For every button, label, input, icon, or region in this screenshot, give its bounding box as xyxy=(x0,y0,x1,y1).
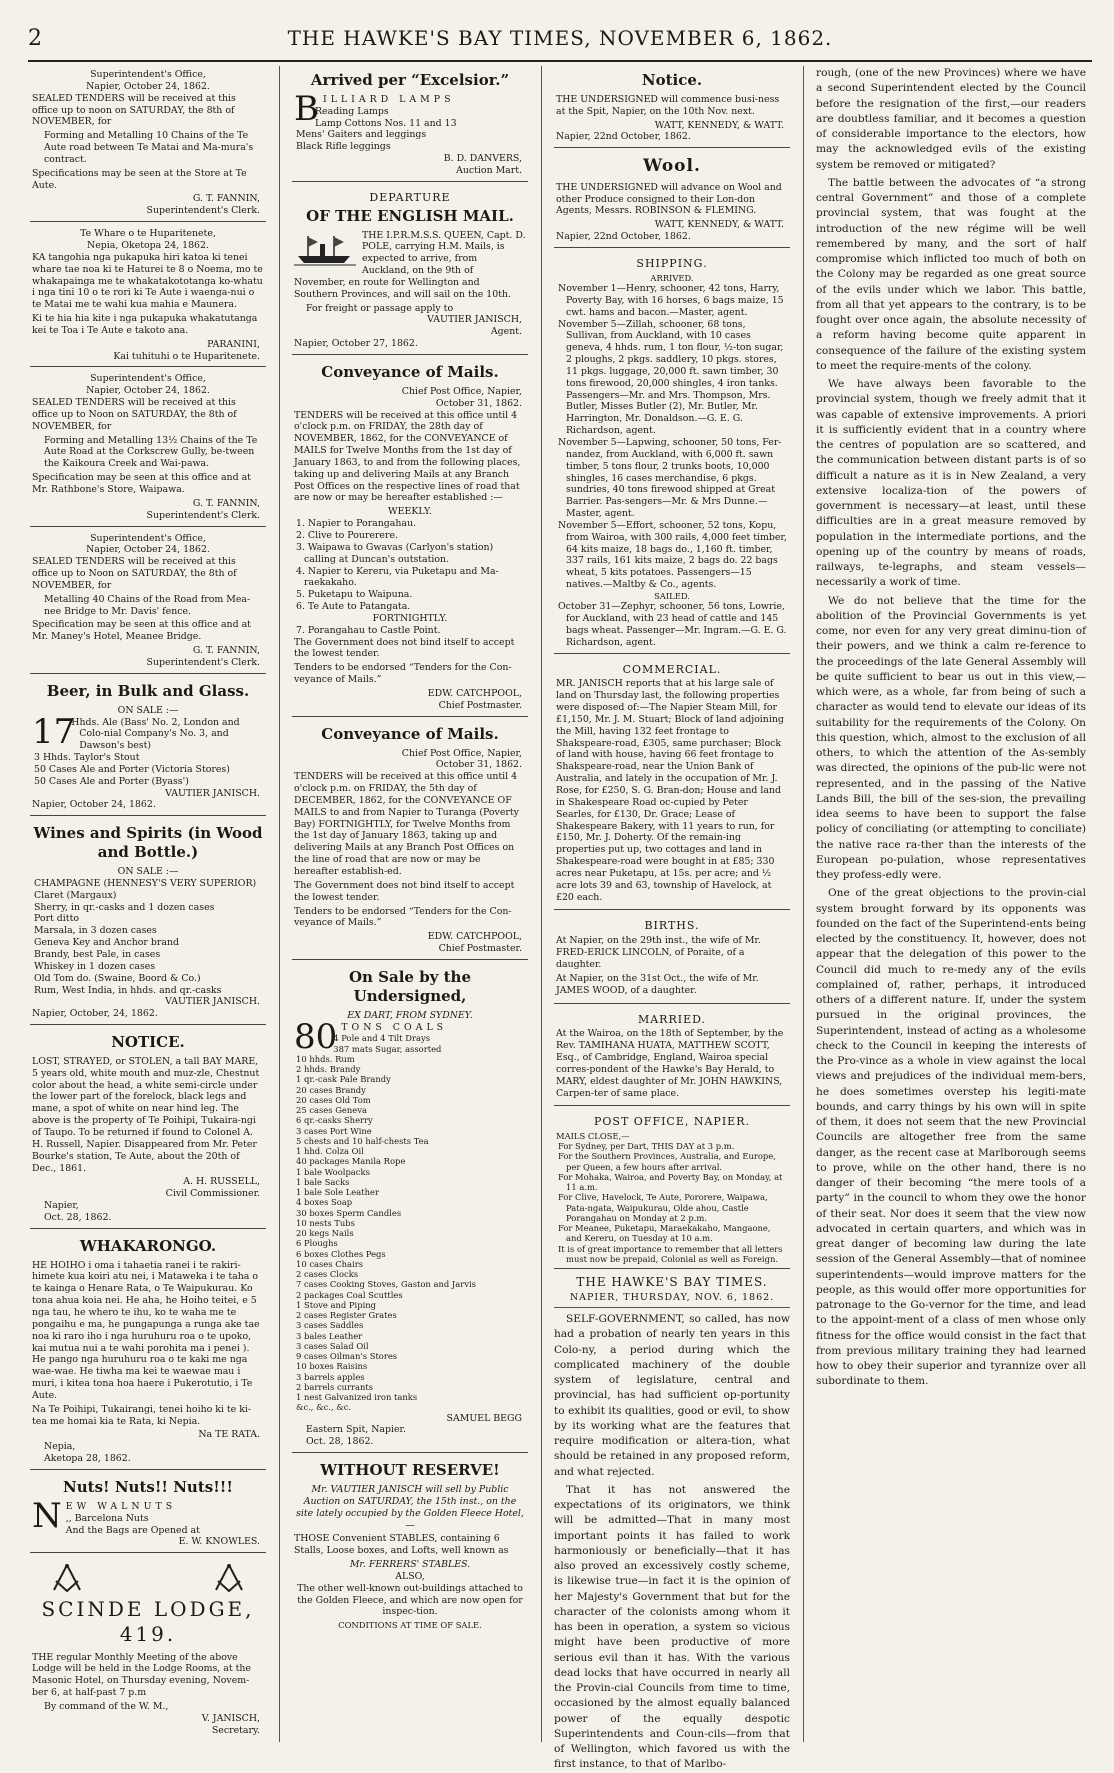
header-rule xyxy=(28,60,1092,62)
editorial-paragraph: That it has not answered the expectations of its originators, we think will be admitted—That in many most important points it has failed to work harmoniously or beneficially—that it has also proved an excessively costly scheme, is likewise true—in fact it is the opinion of her Majesty's Government that but for the character of the colonists among whom it has been in operation, a system so vicious might have been productive of more serious evil than it has. With the various dead locks that have occurred in nearly all the Provin-cial Councils from time to time, occasioned by the almost equally balanced power of the equally despotic Superintendents and Coun-cils—from that of Wellington, which favored us with the first instance, to that of Marlbo- xyxy=(554,1483,790,1771)
ad-body: THOSE Convenient STABLES, containing 6 Stalls, Loose boxes, and Lofts, well known as xyxy=(294,1533,509,1557)
square-compass-icon xyxy=(212,1563,246,1593)
list-item: 2 cases Register Grates xyxy=(296,1310,397,1321)
place-line: Napier, xyxy=(44,1200,79,1212)
place-line: Nepia, xyxy=(44,1441,76,1453)
births-section xyxy=(554,913,790,1003)
list-item: 7. Porangahau to Castle Point. xyxy=(296,624,441,636)
ad-body: The other well-known out-buildings attached to the Golden Fleece, and which are now open for inspec-tion. xyxy=(297,1582,523,1618)
ad-note: The Government does not bind itself to accept the lowest tender. xyxy=(294,879,515,903)
ad-item: Forming and Metalling 13½ Chains of the Te Aute Road at the Corkscrew Gully, be-tween the Kaikoura Creek and Wai-pawa. xyxy=(44,434,258,470)
excelsior-ad xyxy=(292,66,528,182)
list-item: Claret (Margaux) xyxy=(34,889,117,901)
editorial-paragraph: The battle between the advocates of “a strong central Government” and those of a complete provincial system, that was fought at the introduction of the new régime will be well remembered by many, and the sort of half compromise which inflicted too much of both on the Colony may be regarded as one great source of the evils under which we labor. This battle, from all that yet appears to the contrary, is to be fought over once again, the absolute necessity of a reform having become quite apparent in consequence of the failure of the existing system to meet the require-ments of the colony. xyxy=(816,176,1086,372)
tender-ad-corkscrew xyxy=(30,370,266,526)
ad-title: WHAKARONGO. xyxy=(79,1236,217,1255)
office-line: Superintendent's Office, xyxy=(90,373,206,385)
dateline: Napier, October, 24, 1862. xyxy=(32,1008,158,1020)
list-item: Port ditto xyxy=(34,913,79,925)
dateline: NAPIER, THURSDAY, NOV. 6, 1862. xyxy=(554,1292,790,1308)
ad-title: Conveyance of Mails. xyxy=(321,724,499,743)
editorial-text xyxy=(554,1312,790,1773)
list-item: Lamp Cottons Nos. 11 and 13 xyxy=(315,117,457,129)
list-item: Marsala, in 3 dozen cases xyxy=(34,925,157,937)
signature: G. T. FANNIN, xyxy=(192,497,260,509)
list-item: Geneva Key and Anchor brand xyxy=(34,937,179,949)
signature: E. W. KNOWLES. xyxy=(178,1536,260,1548)
section-label: ARRIVED. xyxy=(650,272,694,283)
ad-line: For freight or passage apply to xyxy=(306,302,454,314)
ad-body: LOST, STRAYED, or STOLEN, a tall BAY MARE, 5 years old, white mouth and muz-zle, Chestnut color about the head, a white semi-circle under the lower part of the forelock, black legs and mane, a spot of white on near hind leg. The above is the property of Te Poihipi, Tukaira-ngi of Taupo. To be returned if found to Colonel A. H. Russell, Napier. Disappeared from Mr. Peter Bourke's station, Te Aute, about the 20th of Dec., 1861. xyxy=(32,1055,260,1174)
ad-body: THE regular Monthly Meeting of the above Lodge will be held in the Lodge Rooms, at the Masonic Hotel, on Thursday evening, Novem-ber 6, at half-past 7 p.m xyxy=(32,1651,251,1699)
section-label: FORTNIGHTLY. xyxy=(372,612,448,624)
section-title: BIRTHS. xyxy=(644,919,700,933)
dateline: Napier, October 27, 1862. xyxy=(294,338,418,350)
list-item: 10 hhds. Rum xyxy=(296,1053,355,1064)
column-2 xyxy=(292,66,528,1742)
signature: VAUTIER JANISCH, xyxy=(427,314,522,326)
sale-item-list xyxy=(294,1033,526,1412)
ad-lead: TONS COALS xyxy=(341,1021,448,1033)
signature: WATT, KENNEDY, & WATT. xyxy=(654,119,784,131)
signature-role: Auction Mart. xyxy=(456,164,522,176)
ad-body: Ki te hia hia kite i nga pukapuka whakatutanga kei te Toa i Te Aute e takoto ana. xyxy=(32,313,258,336)
column-divider xyxy=(541,66,542,1742)
signature: WATT, KENNEDY, & WATT. xyxy=(654,219,784,231)
list-item: 20 kegs Nails xyxy=(296,1228,354,1239)
list-item: 1 bale Sacks xyxy=(296,1176,350,1187)
ad-title: Notice. xyxy=(641,71,703,89)
list-item: 3 bales Leather xyxy=(296,1330,363,1341)
ad-title: Wines and Spirits (in Wood and Bottle.) xyxy=(33,824,263,862)
signature: PARANINI, xyxy=(207,338,260,350)
dateline: Napier, October 24, 1862. xyxy=(86,80,210,92)
office-line: Chief Post Office, Napier, xyxy=(401,385,522,397)
column-4 xyxy=(816,66,1086,1742)
list-item: 1 Stove and Piping xyxy=(296,1299,377,1310)
page-number: 2 xyxy=(28,26,42,51)
ad-title: Wool. xyxy=(643,156,701,177)
list-item: 3 barrels apples xyxy=(296,1371,365,1382)
list-item: Sherry, in qr.-casks and 1 dozen cases xyxy=(34,901,215,913)
list-item: November 5—Effort, schooner, 52 tons, Kopu, from Wairoa, with 300 rails, 4,000 feet timber, 64 kits maize, 18 bags do., 1,160 ft. timber, 337 rails, 161 kits maize, 2 bags do. 22 bags wheat, 5 kits potatoes. Passengers—15 natives.—Maltby & Co., agents. xyxy=(558,519,787,591)
ad-body: TENDERS will be received at this office until 4 o'clock p.m. on FRIDAY, the 28th day of NOVEMBER, 1862, for the CONVEYANCE of MAILS for Twelve Months from the 1st day of January 1863, to and from the following places, taking up and delivering Mails at any Branch Post Offices on the respective lines of road that are now or may be hereafter established :— xyxy=(294,409,521,504)
column-divider xyxy=(279,66,280,1742)
ad-line: Mr. FERRERS' STABLES. xyxy=(349,1559,471,1571)
ad-spec: Specification may be seen at this office and at Mr. Rathbone's Store, Waipawa. xyxy=(32,472,251,495)
big-number: 17 xyxy=(32,711,76,752)
ad-body: SEALED TENDERS will be received at this office up to Noon on SATURDAY, the 8th of NOVEMBER, for xyxy=(32,397,237,432)
ad-spec: Specifications may be seen at the Store at Te Aute. xyxy=(32,167,247,191)
ad-line: By command of the W. M., xyxy=(44,1701,169,1712)
signature-role: Civil Commissioner. xyxy=(165,1188,260,1200)
beer-ad xyxy=(30,677,266,816)
list-item: For Meanee, Puketapu, Maraekakaho, Mangaone, and Kereru, on Tuesday at 10 a.m. xyxy=(558,1223,771,1244)
ad-body: SEALED TENDERS will be received at this office up to noon on SATURDAY, the 8th of NOVEMBER, for xyxy=(32,92,236,128)
list-item: 1 bale Woolpacks xyxy=(296,1166,370,1177)
masonic-emblems xyxy=(50,1563,246,1593)
ad-title: Nuts! Nuts!! Nuts!!! xyxy=(63,1477,233,1496)
steamship-icon xyxy=(294,232,356,266)
ad-subtitle: EX DART, FROM SYDNEY. xyxy=(347,1009,473,1021)
list-item: 3 cases Saddles xyxy=(296,1320,364,1331)
list-item: For the Southern Provinces, Australia, and Europe, per Queen, a few hours after arrival. xyxy=(558,1151,776,1172)
ad-body: THE UNDERSIGNED will advance on Wool and other Produce consigned to their Lon-don Agents, Messrs. ROBINSON & FLEMING. xyxy=(556,181,782,217)
ad-body: TENDERS will be received at this office until 4 o'clock p.m. on FRIDAY, the 5th day of DECEMBER, 1862, for the CONVEYANCE OF MAILS to and from Napier to Turanga (Poverty Bay) FORTNIGHTLY, for Twelve Months from the 1st day of January 1863, taking up and delivering Mails at any Branch Post Offices on the line of road that are now or may be hereafter establish-ed. xyxy=(294,771,519,877)
dateline: October 31, 1862. xyxy=(435,759,522,771)
list-item: 2 barrels currants xyxy=(296,1381,374,1392)
list-item: At Napier, on the 31st Oct., the wife of Mr. JAMES WOOD, of a daughter. xyxy=(556,972,759,996)
married-section xyxy=(554,1007,790,1107)
signature-role: Chief Postmaster. xyxy=(438,699,522,711)
dateline: Napier, October 24, 1862. xyxy=(86,544,210,556)
paper-title: THE HAWKE'S BAY TIMES. xyxy=(576,1275,768,1290)
list-item: 4 Pole and 4 Tilt Drays xyxy=(333,1033,431,1044)
section-body: MR. JANISCH reports that at his large sale of land on Thursday last, the following properties were disposed of:—The Napier Steam Mill, for £1,150, Mr. J. M. Stuart; Block of land adjoining the Mill, having 132 feet frontage to Shakspeare-road, £305, same purchaser; Block of land with house, having 66 feet frontage to Shakspeare-road, near the Union Bank of Australia, and lately in the occupation of Mr. J. Rose, for £250, S. G. Bran-don; House and land in Shakespeare Road oc-cupied by Peter Searles, for £130, Dr. Grace; Lease of Shakespeare Bakery, with 11 years to run, for £150, Mr. J. Doherty. Of the remain-ing properties put up, two cottages and land in Shakespeare-road were bought in at £85; 330 acres near Puketapu, at 15s. per acre; and ½ acre lots 39 and 63, township of Havelock, at £20 each. xyxy=(556,678,784,903)
list-item: 3 cases Port Wine xyxy=(296,1125,372,1136)
signature-role: Chief Postmaster. xyxy=(438,943,522,955)
whakarongo-notice xyxy=(30,1232,266,1470)
list-item: Hhds. Ale (Bass' No. 2, London and Colo-nial Company's No. 3, and Dawson's best) xyxy=(71,716,240,752)
ad-body: Na Te Poihipi, Tukairangi, tenei hoiho ki te ki-tea me homai kia te Rata, ki Nepia. xyxy=(32,1403,252,1427)
list-item: 1 bale Sole Leather xyxy=(296,1187,379,1198)
list-item: 3 cases Salad Oil xyxy=(296,1340,369,1351)
signature-role: Superintendent's Clerk. xyxy=(146,205,260,217)
ad-title: Beer, in Bulk and Glass. xyxy=(46,681,250,700)
signature-role: Superintendent's Clerk. xyxy=(146,509,260,521)
dateline: Oct. 28, 1862. xyxy=(44,1211,112,1223)
post-office-section xyxy=(554,1109,790,1269)
list-item: It is of great importance to remember that all letters must now be prepaid, Colonial as well as Foreign. xyxy=(558,1243,783,1264)
list-item: 1. Napier to Porangahau. xyxy=(296,518,417,530)
list-item: 5 chests and 10 half-chests Tea xyxy=(296,1135,429,1146)
signature-role: Secretary. xyxy=(211,1724,260,1736)
list-item: 5. Puketapu to Waipuna. xyxy=(296,589,413,601)
maori-tender-notice xyxy=(30,225,266,367)
list-item: 10 cases Chairs xyxy=(296,1258,363,1269)
list-item: For Sydney, per Dart, THIS DAY at 3 p.m. xyxy=(558,1141,735,1152)
signature: VAUTIER JANISCH. xyxy=(165,787,260,799)
list-item: November 5—Zillah, schooner, 68 tons, Sullivan, from Auckland, with 10 cases geneva, 4 hhds. rum, 1 ton flour, ½-ton sugar, 2 ploughs, 2 pkgs. saddlery, 10 pkgs. stores, 11 pkgs. luggage, 20,000 ft. sawn timber, 30 tons firewood, 20,000 shingles, 4 iron tanks. Passengers—Mr. and Mrs. Thompson, Mrs. Butler, Misses Butler (2), Mr. Butler, Mr. Harrington, Mr. Donaldson.—G. E. G. Richardson, agent. xyxy=(558,318,784,437)
dateline: Napier, October 24, 1862. xyxy=(86,385,210,397)
ad-title: WITHOUT RESERVE! xyxy=(320,1461,500,1480)
editorial-paragraph: rough, (one of the new Provinces) where we have a second Superintendent elected by the Council before the resignation of the first,—our readers are doubtless familiar, and it becomes a question of considerable importance to the electors, how may the acknowledged evils of the existing system be removed or mitigated? xyxy=(816,67,1086,171)
coals-sale-ad xyxy=(292,963,528,1453)
nuts-ad xyxy=(30,1473,266,1553)
ad-intro: Mr. VAUTIER JANISCH will sell by Public Auction on SATURDAY, the 15th inst., on the site lately occupied by the Golden Fleece Hotel,— xyxy=(296,1484,524,1531)
ad-item: Metalling 40 Chains of the Road from Mea-nee Bridge to Mr. Davis' fence. xyxy=(44,593,251,617)
ad-line: And the Bags are Opened at xyxy=(65,1524,200,1536)
signature: EDW. CATCHPOOL, xyxy=(427,931,522,943)
signature: Na TE RATA. xyxy=(198,1429,260,1441)
place-line: Eastern Spit, Napier. xyxy=(306,1424,406,1436)
list-item: For Mohaka, Wairoa, and Poverty Bay, on Monday, at 11 a.m. xyxy=(558,1171,783,1193)
lost-mare-notice xyxy=(30,1028,266,1229)
dateline: October 31, 1862. xyxy=(435,397,522,409)
list-item: 2 cases Clocks xyxy=(296,1269,359,1280)
dateline: Napier, October 24, 1862. xyxy=(32,799,156,811)
ad-line: CONDITIONS AT TIME OF SALE. xyxy=(338,1620,482,1631)
list-item: 2. Clive to Pourerere. xyxy=(296,530,398,541)
signature: EDW. CATCHPOOL, xyxy=(427,687,522,699)
section-title: COMMERCIAL. xyxy=(622,662,722,676)
lodge-notice xyxy=(30,1556,266,1740)
list-item: 4 boxes Soap xyxy=(296,1197,353,1208)
list-item: November 5—Lapwing, schooner, 50 tons, Fer-nandez, from Auckland, with 6,000 ft. sawn timber, 5 tons flour, 2 trunks boots, 10,000 shingles, 16 cases merchandise, 6 pkgs. sundries, 40 tons firewood shipped at Great Barrier. Pas-sengers—Mr. & Mrs Dunne.—Master, agent. xyxy=(558,436,782,520)
dropcap-letter: B xyxy=(294,88,319,129)
ad-title: On Sale by the Undersigned, xyxy=(348,967,471,1005)
editorial-paragraph: We have always been favorable to the provincial system, though we freely admit that it was capable of extensive improvements. A priori it is sufficiently evident that in a country where the centres of population are so scattered, and the communication between distant parts is of so difficult a nature as it is in New Zealand, a very extensive localiza-tion of the powers of government is necessary—at least, until these difficulties are in a great measure removed by population in the intermediate portions, and the opening up of the country by means of roads, railways, te-legraphs, and steam vessels—necessarily a work of time. xyxy=(816,378,1086,589)
ad-spec: Specification may be seen at this office and at Mr. Maney's Hotel, Meanee Bridge. xyxy=(32,619,251,643)
business-notice xyxy=(554,66,790,148)
editorial-paragraph: One of the great objections to the provin-cial system brought forward by its opponents was founded on the fact of the Superintend-ents being elected by the constituency. It, however, does not appear that the delegation of this power to the Council did much to re-medy any of the evils complained of, rather, perhaps, it introduced others of a different nature. If, under the system pursued in the original provinces, the Superintendent, instead of acting as a wholesome check to the Council in keeping the interests of the Pro-vince as a whole in view against the local views and prejudices of the individual mem-bers, he does sometimes overstep his legiti-mate bounds, and carry things by his own will in spite of them, it does not seem that the new Provincial Councils are altogether free from the same danger, as the recent case at Marlborough seems to prove, while on the other hand, there is no danger of their becoming “the mere tools of a party” in the council to whom they owe the honor of their seat. Nor does it seem that the view now advocated in certain quarters, and which was in great danger of becoming law during the late session of the General Assembly—that of nominee superintendents—would improve matters for the people, as this would offer more opportunities for patronage to the Go-vernor for the time, and lead to the appoint-ment of a class of men whose only fitness for the office would consist in the fact that from previous military training they had learned how to obey their superior and tyrannize over all subordinate to them. xyxy=(816,887,1086,1388)
ad-kicker: DEPARTURE xyxy=(369,190,451,204)
editorial-paragraph: SELF-GOVERNMENT, so called, has now had a probation of nearly ten years in this Colo-ny, a period during which the complicated machinery of the double system of legislature, central and provincial, has had sufficient op-portunity to exhibit its qualities, good or evil, to show by its working what are the features that require modification or altera-tion, what should be retained in any proposed reform, and what rejected. xyxy=(554,1313,790,1478)
ad-lead: ILLIARD LAMPS xyxy=(323,93,455,105)
ad-body: THE UNDERSIGNED will commence busi-ness at the Spit, Napier, on the 10th Nov. next. xyxy=(556,93,780,117)
list-item: 4. Napier to Kereru, via Puketapu and Ma-raekakaho. xyxy=(296,565,499,589)
ad-line: ALSO, xyxy=(395,1570,425,1582)
section-body: At the Wairoa, on the 18th of September, by the Rev. TAMIHANA HUATA, MATTHEW SCOTT, Esq., of Cambridge, England, Wairoa special corres-pondent of the Hawke's Bay Herald, to MARY, eldest daughter of Mr. JOHN HAWKINS, Carpen-ter of same place. xyxy=(556,1028,784,1099)
list-item: 6 boxes Clothes Pegs xyxy=(296,1248,386,1259)
list-item: Whiskey in 1 dozen cases xyxy=(34,960,156,972)
section-title: POST OFFICE, NAPIER. xyxy=(594,1115,750,1129)
list-item: 6 Ploughs xyxy=(296,1238,338,1249)
ad-body: EW WALNUTS xyxy=(65,1500,177,1512)
signature: G. T. FANNIN, xyxy=(192,645,260,657)
tender-ad-te-matai xyxy=(30,66,266,222)
list-item: Mens' Gaiters and leggings xyxy=(296,129,427,141)
shipping-section xyxy=(554,251,790,654)
office-line: Te Whare o te Huparitenete, xyxy=(80,228,216,240)
list-item: 10 boxes Raisins xyxy=(296,1361,368,1372)
on-sale-label: ON SALE :— xyxy=(117,704,179,716)
mails-tender-1 xyxy=(292,358,528,717)
section-title: SHIPPING. xyxy=(636,256,708,270)
dateline: Nepia, Oketopa 24, 1862. xyxy=(87,239,209,251)
ad-note: Tenders to be endorsed “Tenders for the Con-veyance of Mails.” xyxy=(294,662,512,686)
list-item: Black Rifle leggings xyxy=(296,141,391,153)
signature: A. H. RUSSELL, xyxy=(183,1176,260,1188)
editorial-continued xyxy=(816,66,1086,1390)
on-sale-label: ON SALE :— xyxy=(117,866,179,878)
ad-title: NOTICE. xyxy=(111,1033,185,1052)
signature: V. JANISCH, xyxy=(201,1712,260,1724)
list-item: 387 mats Sugar, assorted xyxy=(333,1043,442,1054)
list-item: 1 hhd. Colza Oil xyxy=(296,1146,364,1157)
list-item: 2 hhds. Brandy xyxy=(296,1064,361,1075)
list-item: 1 qr.-cask Pale Brandy xyxy=(296,1074,391,1085)
section-label: WEEKLY. xyxy=(388,506,432,518)
list-item: November 1—Henry, schooner, 42 tons, Harry, Poverty Bay, with 16 horses, 6 bags maize, 15 cwt. hams and bacon.—Master, agent. xyxy=(558,283,784,318)
list-item: 40 packages Manila Rope xyxy=(296,1156,406,1167)
dateline: Aketopa 28, 1862. xyxy=(44,1453,131,1465)
ad-body: THE I.P.R.M.S.S. QUEEN, Capt. D. POLE, carrying H.M. Mails, is expected to arrive, from Auckland, on the 9th of November, en route for Wellington and Southern Provinces, and will sail on the 10th. xyxy=(294,229,526,300)
list-item: October 31—Zephyr, schooner, 56 tons, Lowrie, for Auckland, with 23 head of cattle and 145 bags wheat. Passenger—Mr. Ingram.—G. E. G. Richardson, agent. xyxy=(558,601,787,648)
column-1 xyxy=(30,66,266,1742)
list-item: 30 boxes Sperm Candles xyxy=(296,1207,402,1218)
without-reserve-ad xyxy=(292,1456,528,1634)
list-item: 7 cases Cooking Stoves, Gaston and Jarvis xyxy=(296,1279,476,1290)
list-item: 25 cases Geneva xyxy=(296,1105,367,1116)
ad-note: Tenders to be endorsed “Tenders for the Con-veyance of Mails.” xyxy=(294,905,512,929)
list-item: For Clive, Havelock, Te Aute, Pororere, Waipawa, Pata-ngata, Waipukurau, Olde ahou, Castle Porangahau on Monday at 2 p.m. xyxy=(558,1192,768,1223)
editorial-header xyxy=(554,1275,790,1308)
signature: B. D. DANVERS, xyxy=(443,153,522,165)
list-item: 2 packages Coal Scuttles xyxy=(296,1289,403,1300)
ad-note: The Government does not bind itself to accept the lowest tender. xyxy=(294,636,515,660)
big-number: 80 xyxy=(294,1016,338,1057)
signature-role: Kai tuhituhi o te Huparitenete. xyxy=(113,350,260,362)
list-item: 20 cases Old Tom xyxy=(296,1094,371,1105)
list-item: CHAMPAGNE (HENNESY'S VERY SUPERIOR) xyxy=(34,877,257,889)
editorial-paragraph: We do not believe that the time for the abolition of the Provincial Governments is yet come, nor even for any very great diminu-tion of their powers, and we think a calm re-ference to the proceedings of the late General Assembly will be quite sufficient to bear us out in this view,—which were, as a whole, far from being of such a character as would tend to elevate our ideas of its suitability for the requirements of the Colony. On this question, which, almost to the exclusion of all others, to which the attention of the As-sembly was directed, the opinions of the pub-lic were not represented, and in the passing of the Native Lands Bill, the bill of the ses-sion, the prevailing idea seems to have been to support the false policy of conciliating (or attempting to conciliate) the native race ra-ther than the interests of the European po-pulation, whose representatives they profess-edly were. xyxy=(816,594,1086,881)
list-item: Old Tom do. (Swaine, Boord & Co.) xyxy=(34,972,201,984)
list-item: &c., &c., &c. xyxy=(296,1402,352,1413)
list-item: 3. Waipawa to Gwavas (Carlyon's station) calling at Duncan's outstation. xyxy=(296,541,494,565)
ad-title: Conveyance of Mails. xyxy=(321,362,499,381)
ad-line: ,, Barcelona Nuts xyxy=(65,1512,149,1524)
column-3 xyxy=(554,66,790,1771)
english-mail-ad xyxy=(292,185,528,355)
signature: SAMUEL BEGG xyxy=(446,1412,522,1424)
ad-title: SCINDE LODGE, 419. xyxy=(41,1597,255,1647)
ad-title: OF THE ENGLISH MAIL. xyxy=(306,206,514,225)
list-item: 3 Hhds. Taylor's Stout xyxy=(34,752,140,764)
list-item: 50 Cases Ale and Porter (Byass') xyxy=(34,775,189,787)
tender-ad-meanee xyxy=(30,530,266,674)
signature-role: Superintendent's Clerk. xyxy=(146,656,260,668)
list-item: 10 nests Tubs xyxy=(296,1217,355,1228)
list-item: Reading Lamps xyxy=(315,105,389,117)
wool-notice xyxy=(554,151,790,248)
list-item: 9 cases Oilman's Stores xyxy=(296,1351,398,1362)
mails-tender-2 xyxy=(292,720,528,960)
square-compass-icon xyxy=(50,1563,84,1593)
masthead-title: THE HAWKE'S BAY TIMES, NOVEMBER 6, 1862. xyxy=(287,26,833,50)
page-header xyxy=(28,22,1092,58)
column-divider xyxy=(803,66,804,1742)
list-item: Rum, West India, in hhds. and qr.-casks xyxy=(34,984,222,996)
section-label: MAILS CLOSE,— xyxy=(556,1130,630,1141)
commercial-section xyxy=(554,657,790,911)
ad-title: Arrived per “Excelsior.” xyxy=(310,71,510,89)
list-item: 20 cases Brandy xyxy=(296,1084,366,1095)
list-item: 6. Te Aute to Patangata. xyxy=(296,601,411,613)
list-item: 6 qr.-casks Sherry xyxy=(296,1115,373,1126)
list-item: At Napier, on the 29th inst., the wife of Mr. FRED-ERICK LINCOLN, of Poraite, of a daughter. xyxy=(556,935,761,970)
office-line: Superintendent's Office, xyxy=(90,69,206,80)
dateline: Napier, 22nd October, 1862. xyxy=(556,231,691,243)
dateline: Napier, 22nd October, 1862. xyxy=(556,131,691,143)
office-line: Chief Post Office, Napier, xyxy=(401,747,522,759)
ad-body: HE HOIHO i oma i tahaetia ranei i te rakiri-himete kua koiri atu nei, i Mataweka i te taha o te kainga o Henare Rata, o Te Waipukurau. Ko tona ahua koia nei. He aha, he Hoiho teitei, e 5 nga tau, he whero te ihu, ko te waha me te pongaihu e ma, he pungapunga a runga ake tae noa ki raro iho i nga huruhuru roa o te upoko, kai mutua nui a te wahi porohita ma i penei ). He pango nga huruhuru roa o te kaki me nga wae-wae. He tiwha ma kei te waewae mau i muri, i kitea tona hoa haere i Pukerotutio, i Te Aute. xyxy=(32,1259,260,1401)
signature: G. T. FANNIN, xyxy=(192,193,260,205)
ad-body: SEALED TENDERS will be received at this office up to Noon on SATURDAY, the 8th of NOVEMBER, for xyxy=(32,556,237,591)
ad-item: Forming and Metalling 10 Chains of the Te Aute road between Te Matai and Ma-mura's contract. xyxy=(44,130,254,165)
list-item: Brandy, best Pale, in cases xyxy=(34,948,161,960)
section-label: SAILED. xyxy=(654,590,690,601)
ad-body: KA tangohia nga pukapuka hiri katoa ki tenei whare tae noa ki te Haturei te 8 o Noema, mo te whakapainga me te whakatakototanga ko-whatu i nga tini 10 o te rori ki Te Aute i waenga-nui o te Matai me te wahi kua mahia e Maunera. xyxy=(32,251,263,311)
dateline: Oct. 28, 1862. xyxy=(306,1436,374,1448)
list-item: 50 Cases Ale and Porter (Victoria Stores) xyxy=(34,763,230,775)
wines-ad xyxy=(30,819,266,1025)
dropcap-letter: N xyxy=(32,1495,62,1536)
section-title: MARRIED. xyxy=(637,1012,707,1026)
signature-role: Agent. xyxy=(490,326,522,338)
list-item: 1 nest Galvanized iron tanks xyxy=(296,1392,418,1403)
office-line: Superintendent's Office, xyxy=(90,532,206,544)
signature: VAUTIER JANISCH. xyxy=(165,996,260,1008)
